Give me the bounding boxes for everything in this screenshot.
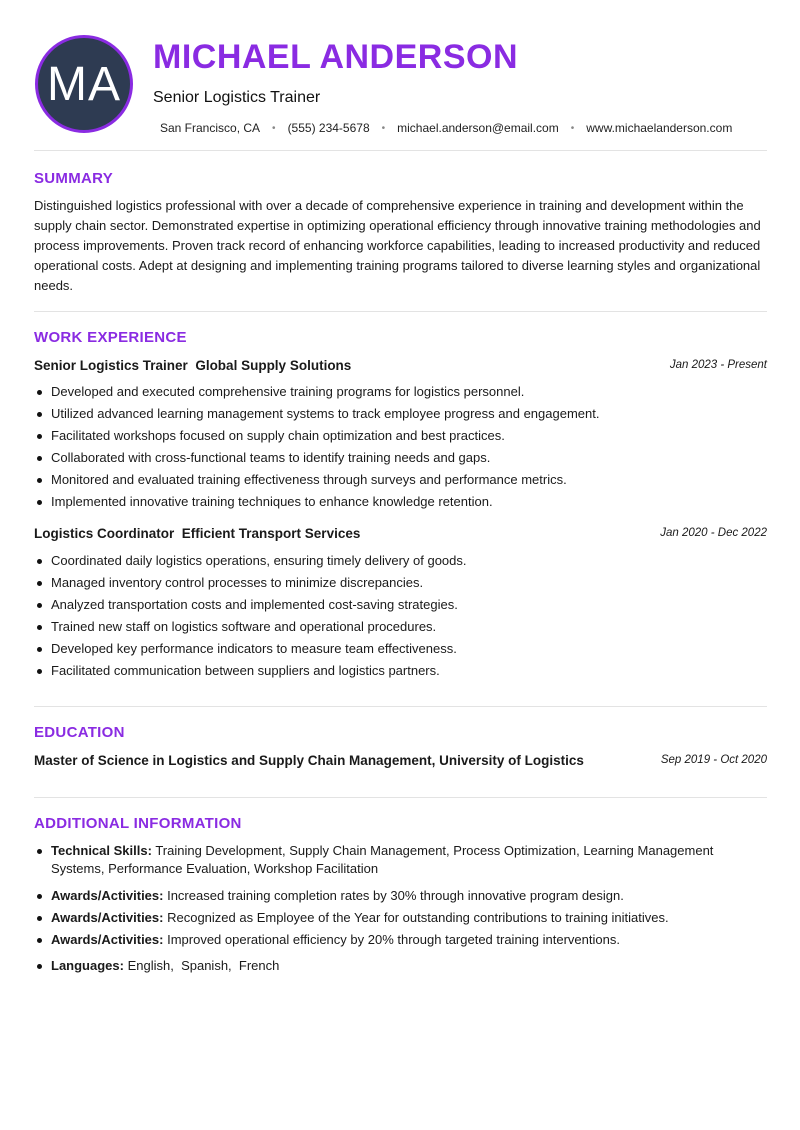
divider (34, 311, 767, 312)
list-item: Coordinated daily logistics operations, ensuring timely delivery of goods. (34, 553, 767, 575)
list-item (34, 931, 767, 957)
info-label: Languages: (51, 958, 124, 973)
job-dates: Jan 2020 - Dec 2022 (660, 527, 767, 539)
job-bullet-list (34, 384, 767, 516)
additional-info-list (34, 842, 767, 975)
list-item: Facilitated workshops focused on supply chain optimization and best practices. (34, 428, 767, 450)
summary-heading: SUMMARY (34, 170, 114, 187)
education-entry (34, 753, 767, 768)
info-text: Recognized as Employee of the Year for outstanding contributions to training initiatives. (167, 910, 669, 925)
job-header (34, 526, 767, 544)
list-item (34, 842, 767, 887)
candidate-name: MICHAEL ANDERSON (153, 38, 519, 76)
avatar: MA (35, 35, 133, 133)
education-degree: Master of Science in Logistics and Supply Chain Management, University of Logistics (34, 753, 584, 768)
education-heading: EDUCATION (34, 724, 125, 741)
info-label: Awards/Activities: (51, 932, 164, 947)
job-company: Global Supply Solutions (195, 358, 352, 373)
info-text: English, Spanish, French (127, 958, 280, 973)
job-role: Senior Logistics Trainer (34, 358, 188, 373)
info-text: Increased training completion rates by 30% through innovative program design. (167, 888, 624, 903)
list-item: Developed key performance indicators to measure team effectiveness. (34, 641, 767, 663)
list-item (34, 887, 767, 909)
list-item: Analyzed transportation costs and implemented cost-saving strategies. (34, 597, 767, 619)
contact-separator: • (570, 122, 575, 134)
list-item: Facilitated communication between suppliers and logistics partners. (34, 663, 767, 685)
info-text: Training Development, Supply Chain Management, Process Optimization, Learning Management Systems, Performance Evaluation, Workshop Facilitation (51, 843, 714, 876)
contact-website[interactable]: www.michaelanderson.com (586, 121, 733, 135)
contact-phone[interactable]: (555) 234-5678 (287, 121, 370, 135)
list-item: Implemented innovative training techniques to enhance knowledge retention. (34, 494, 767, 516)
info-label: Technical Skills: (51, 843, 152, 858)
list-item: Managed inventory control processes to minimize discrepancies. (34, 575, 767, 597)
list-item: Developed and executed comprehensive training programs for logistics personnel. (34, 384, 767, 406)
contact-location: San Francisco, CA (160, 121, 261, 135)
summary-text: Distinguished logistics professional with over a decade of comprehensive experience in training and development within the supply chain sector. Demonstrated expertise in optimizing operational efficiency through innovative training methodologies and process improvements. Proven track record of enhancing workforce capabilities, leading to increased productivity and reduced operational costs. Adept at designing and implementing training programs tailored to diverse learning styles and organizational needs. (34, 198, 761, 293)
job-role: Logistics Coordinator (34, 526, 175, 541)
additional-info-heading: ADDITIONAL INFORMATION (34, 815, 242, 832)
info-text: Improved operational efficiency by 20% through targeted training interventions. (167, 932, 620, 947)
divider (34, 150, 767, 151)
contact-separator: • (272, 122, 276, 134)
job-company: Efficient Transport Services (181, 526, 361, 541)
work-experience-heading: WORK EXPERIENCE (34, 329, 187, 346)
list-item: Monitored and evaluated training effectiveness through surveys and performance metrics. (34, 472, 767, 494)
info-label: Awards/Activities: (51, 888, 164, 903)
job-bullet-list (34, 553, 767, 685)
list-item: Trained new staff on logistics software and operational procedures. (34, 619, 767, 641)
divider (34, 797, 767, 798)
info-label: Awards/Activities: (51, 910, 164, 925)
list-item: Utilized advanced learning management systems to track employee progress and engagement. (34, 406, 767, 428)
job-dates: Jan 2023 - Present (669, 359, 767, 371)
education-dates: Sep 2019 - Oct 2020 (660, 754, 767, 766)
job-header (34, 358, 767, 376)
candidate-title: Senior Logistics Trainer (153, 89, 321, 106)
contact-separator: • (381, 122, 386, 134)
list-item: Collaborated with cross-functional teams to identify training needs and gaps. (34, 450, 767, 472)
contact-email[interactable]: michael.anderson@email.com (397, 121, 559, 135)
divider (34, 706, 767, 707)
list-item (34, 909, 767, 931)
list-item (34, 957, 767, 975)
contact-info (160, 121, 732, 135)
